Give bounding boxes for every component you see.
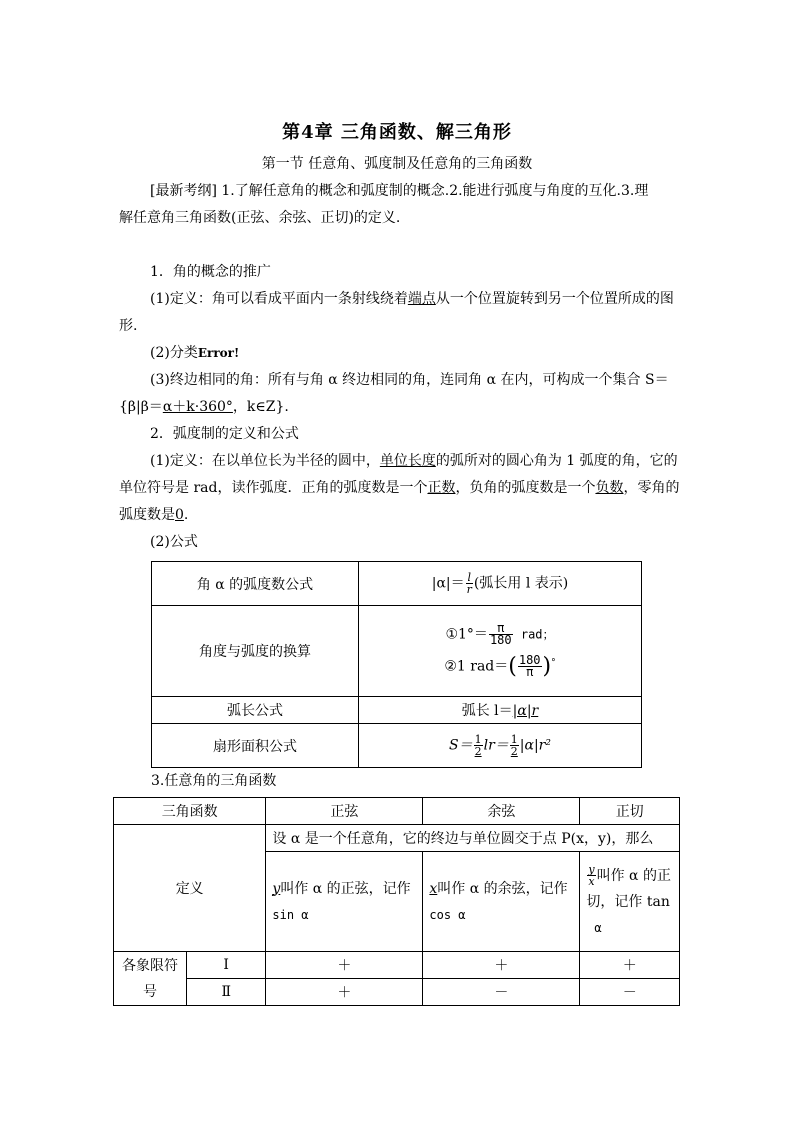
- tangent-definition: $\frac{y}{x}$ 叫作 α 的正 切，记作 tan α: [580, 852, 680, 952]
- outline-line-1: [最新考纲] 1.了解任意角的概念和弧度制的概念.2.能进行弧度与角度的互化.3.理: [150, 183, 649, 199]
- row-radian-formula: |α|＝ $\frac{l}{r}$ (弧长用 l 表示): [359, 562, 642, 606]
- row-radian-label: 角 α 的弧度数公式: [152, 562, 359, 606]
- header-cosine: 余弦: [423, 798, 580, 825]
- row-conversion-label: 角度与弧度的换算: [152, 606, 359, 697]
- quadrant-2: Ⅱ: [187, 979, 266, 1006]
- cosine-definition: x叫作 α 的余弦，记作 cos α: [423, 852, 580, 952]
- sign-sin-q2: ＋: [266, 979, 423, 1006]
- s3-heading: 3.任意角的三角函数: [151, 773, 277, 789]
- s2-line-2: 单位符号是 rad，读作弧度．正角的弧度数是一个正数，负角的弧度数是一个负数，零角的: [119, 480, 680, 496]
- definition-intro: 设 α 是一个任意角，它的终边与单位圆交于点 P(x，y)，那么: [266, 825, 680, 852]
- trig-function-table: [113, 797, 680, 1006]
- radian-formula-table: [151, 561, 642, 768]
- s1-def-line: (1)定义：角可以看成平面内一条射线绕着端点从一个位置旋转到另一个位置所成的图: [150, 291, 674, 307]
- sign-cos-q1: ＋: [423, 952, 580, 979]
- s2-line-1: (1)定义：在以单位长为半径的圆中，单位长度的弧所对的圆心角为 1 弧度的角，它的: [150, 453, 678, 469]
- definition-label: 定义: [114, 825, 266, 952]
- sign-cos-q2: －: [423, 979, 580, 1006]
- sine-definition: y叫作 α 的正弦，记作 sin α: [266, 852, 423, 952]
- s2-line-3: 弧度数是0.: [119, 507, 189, 523]
- row-sector-formula: S＝ $\frac{1}{2}$ lr＝ $\frac{1}{2}$ |α|r²: [359, 724, 642, 768]
- s2-formula-label: (2)公式: [150, 534, 198, 550]
- s2-heading: 2．弧度制的定义和公式: [150, 426, 299, 442]
- row-sector-label: 扇形面积公式: [152, 724, 359, 768]
- sign-sin-q1: ＋: [266, 952, 423, 979]
- header-trig: 三角函数: [114, 798, 266, 825]
- sign-tan-q1: ＋: [580, 952, 680, 979]
- header-tangent: 正切: [580, 798, 680, 825]
- sign-tan-q2: －: [580, 979, 680, 1006]
- section-title: 第一节 任意角、弧度制及任意角的三角函数: [261, 156, 533, 172]
- s1-coterminal-set: {β|β＝α＋k·360°，k∈Z}.: [119, 399, 289, 415]
- chapter-title: 第4章 三角函数、解三角形: [282, 122, 512, 143]
- sign-label: 各象限符 号: [114, 952, 187, 1006]
- s1-classification: (2)分类Error!: [150, 345, 240, 361]
- quadrant-1: Ⅰ: [187, 952, 266, 979]
- s1-coterminal-line: (3)终边相同的角：所有与角 α 终边相同的角，连同角 α 在内，可构成一个集合 S＝: [150, 372, 669, 388]
- outline-line-2: 解任意角三角函数(正弦、余弦、正切)的定义.: [119, 210, 401, 226]
- s1-heading: 1．角的概念的推广: [150, 264, 271, 280]
- row-conversion-formula: ①1°＝ $\frac{\pi}{180}$ rad； ②1 rad＝( $\frac{180}{\pi}$ )°: [359, 606, 642, 697]
- s1-def-line-2: 形.: [119, 318, 138, 334]
- header-sine: 正弦: [266, 798, 423, 825]
- outline-label: [最新考纲]: [150, 183, 217, 199]
- row-arc-label: 弧长公式: [152, 697, 359, 724]
- row-arc-formula: 弧长 l＝|α|r: [359, 697, 642, 724]
